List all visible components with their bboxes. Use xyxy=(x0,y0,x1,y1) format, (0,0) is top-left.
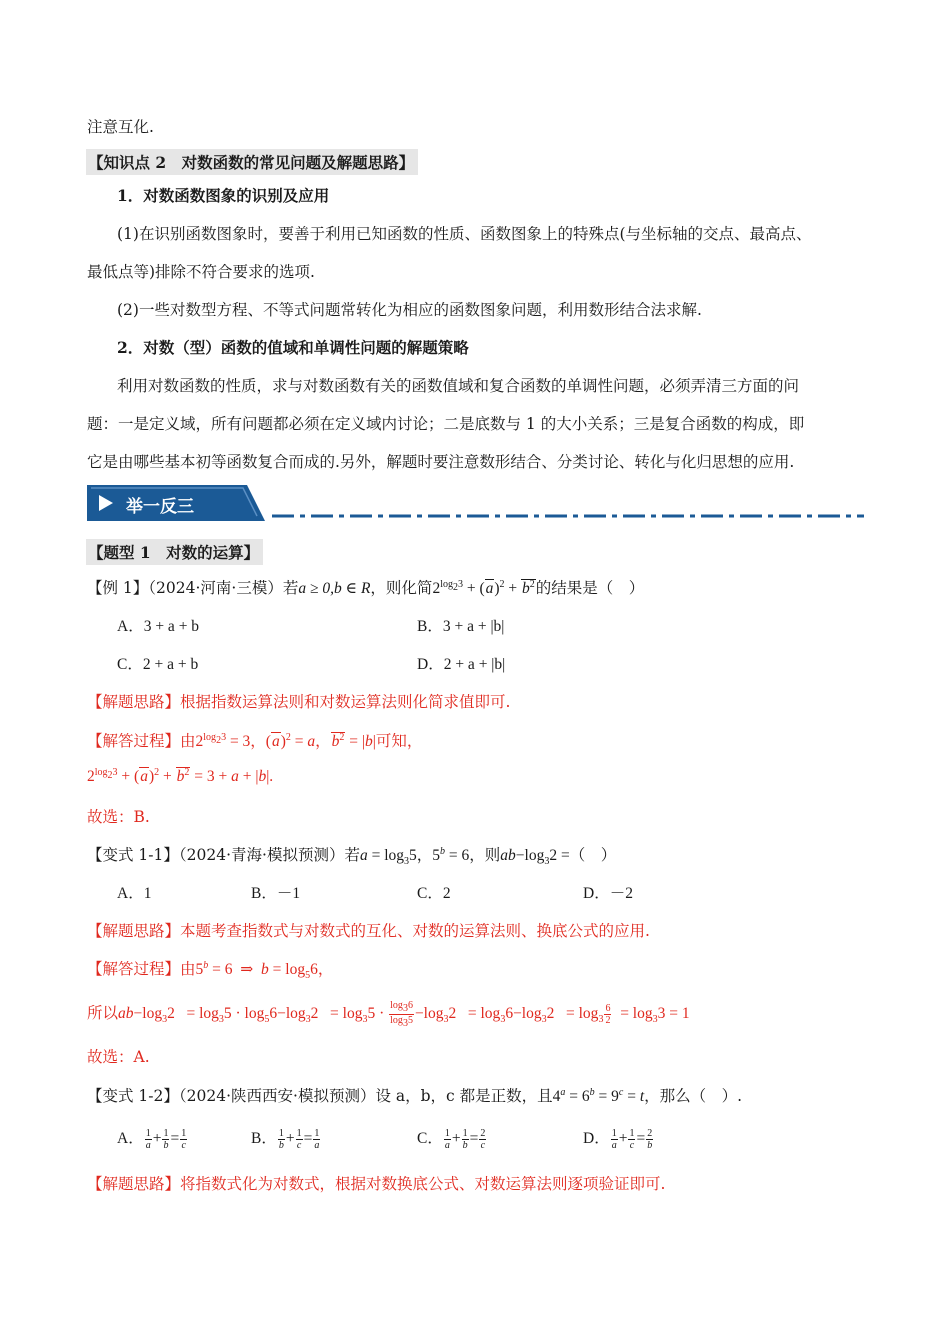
example-1-mid: ，则化简 xyxy=(370,579,433,597)
example-1-process-result: $2^{log_23} + (a)^2 + b^2 = 3 + a + |b|$. xyxy=(87,767,274,786)
example-1-suffix: 的结果是（ ） xyxy=(535,579,645,597)
process-intro: 由 xyxy=(180,960,196,978)
variant-1-1-process-line-2: 所以$ab-\log_32 = \log_35 \cdot \log_56-\log_32 = \log_35$ · $\frac{\log_36}{\log_35}$ $-\log_32 = \log_36-\log_32 = \log_3$ $\frac{6}{2}$ = $\log_33 = 1$ xyxy=(87,1000,690,1029)
variant-1-2-thinking xyxy=(87,1172,665,1194)
variant-1-2-option-a: A． $\frac{1}{a}$ + $\frac{1}{b}$ = $\frac{1}{c}$ xyxy=(117,1127,187,1151)
example-1-option-d: D．2 + a + |b| xyxy=(417,656,506,673)
example-1-prefix: 【例 1】（2024·河南·三模）若 xyxy=(87,579,299,597)
example-1-expression: $2^{log_23} + (a)^2 + b^2$ xyxy=(432,578,535,597)
variant-1-2-option-b: B． $\frac{1}{b}$ + $\frac{1}{c}$ = $\frac{1}{a}$ xyxy=(251,1127,320,1151)
variant-1-1-thinking xyxy=(87,919,650,941)
variant-1-2-prefix: 【变式 1-2】（2024·陕西西安·模拟预测）设 a，b，c 都是正数，且 xyxy=(87,1087,553,1105)
banner-label: 举一反三 xyxy=(126,497,194,517)
process-label: 【解答过程】 xyxy=(87,732,181,750)
process-label: 【解答过程】 xyxy=(87,960,181,978)
thinking-label: 【解题思路】 xyxy=(87,1175,181,1193)
variant-1-1-option-a: A．1 xyxy=(117,885,152,902)
knowledge-point-heading: 【知识点 2 对数函数的常见问题及解题思路】 xyxy=(86,149,418,175)
variant-1-1-option-c: C．2 xyxy=(417,885,451,902)
example-1-answer: 故选：B. xyxy=(87,808,150,826)
section-2-line-3: 它是由哪些基本初等函数复合而成的.另外，解题时要注意数形结合、分类讨论、转化与化归思想的应用. xyxy=(87,453,795,471)
example-1-option-a: A．3 + a + b xyxy=(117,618,200,635)
variant-1-1-process: 【解答过程】由$5^b = 6$ ⇒ $b = \log_56$， xyxy=(87,959,334,982)
thinking-text: 将指数式化为对数式，根据对数换底公式、对数运算法则逐项验证即可. xyxy=(180,1175,666,1193)
section-2-line-2: 题：一是定义域，所有问题都必须在定义域内讨论；二是底数与 1 的大小关系；三是复合函数的构成，即 xyxy=(87,415,805,433)
variant-1-1-option-d: D．－2 xyxy=(583,885,633,902)
thinking-label: 【解题思路】 xyxy=(87,693,181,711)
process-intro: 由 xyxy=(180,732,196,750)
variant-1-2-suffix: ，那么（ ）. xyxy=(644,1087,743,1105)
example-1-question xyxy=(87,576,644,598)
thinking-text: 本题考查指数式与对数式的互化、对数的运算法则、换底公式的应用. xyxy=(180,922,650,940)
variant-1-2-option-d: D． $\frac{1}{a}$ + $\frac{1}{c}$ = $\frac{2}{b}$ xyxy=(583,1127,653,1151)
example-1-option-b: B．3 + a + |b| xyxy=(417,618,505,635)
variant-1-1-option-b: B．－1 xyxy=(251,885,301,902)
variant-1-1-suffix: （ ） xyxy=(569,846,617,864)
variant-1-2-question: 【变式 1-2】（2024·陕西西安·模拟预测）设 a，b，c 都是正数，且$4^a = 6^b = 9^c = t$，那么（ ）. xyxy=(87,1086,743,1105)
variant-1-1-question: 【变式 1-1】（2024·青海·模拟预测）若$a = \log_35$，$5^b = 6$，则$ab-\log_32$ =（ ） xyxy=(87,845,617,868)
play-triangle-icon xyxy=(98,494,114,512)
variant-1-1-prefix: 【变式 1-1】（2024·青海·模拟预测）若 xyxy=(87,846,360,864)
section-2-line-1: 利用对数函数的性质，求与对数函数有关的函数值域和复合函数的单调性问题，必须弄清三方面的问 xyxy=(117,377,800,395)
example-1-condition: a ≥ 0,b ∈ R xyxy=(298,580,371,597)
example-1-option-c: C．2 + a + b xyxy=(117,656,199,673)
section-1-title: 1．对数函数图象的识别及应用 xyxy=(117,186,330,205)
process-tail: 可知， xyxy=(375,732,423,750)
intro-line: 注意互化. xyxy=(87,118,154,136)
variant-1-1-answer: 故选：A. xyxy=(87,1048,150,1066)
banner-dash-line xyxy=(272,512,864,520)
section-2-title: 2．对数（型）函数的值域和单调性问题的解题策略 xyxy=(117,338,469,357)
process-line-2-prefix: 所以 xyxy=(87,1004,119,1023)
section-1-paragraph-1-line-1: (1)在识别函数图象时，要善于利用已知函数的性质、函数图象上的特殊点(与坐标轴的交点、最高点、 xyxy=(117,225,812,243)
example-1-process: 【解答过程】由$2^{log_23} = 3$，$(a)^2 = a$，$b^2 = |b|$可知， xyxy=(87,731,423,750)
section-1-paragraph-1-line-2: 最低点等)排除不符合要求的选项. xyxy=(87,263,315,281)
variant-1-2-option-c: C． $\frac{1}{a}$ + $\frac{1}{b}$ = $\frac{2}{c}$ xyxy=(417,1127,486,1151)
thinking-text: 根据指数运算法则和对数运算法则化简求值即可. xyxy=(180,693,511,711)
example-1-thinking xyxy=(87,690,510,712)
type-1-heading: 【题型 1 对数的运算】 xyxy=(86,539,263,565)
section-1-paragraph-2: (2)一些对数型方程、不等式问题常转化为相应的函数图象问题，利用数形结合法求解. xyxy=(117,301,702,319)
thinking-label: 【解题思路】 xyxy=(87,922,181,940)
